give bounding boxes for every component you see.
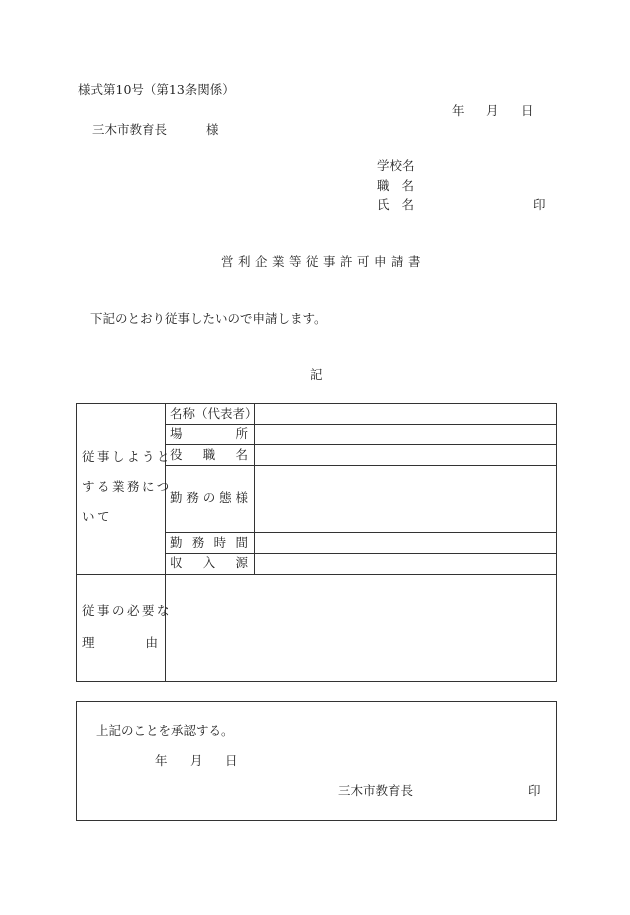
group-label-line-1: 従事しようと bbox=[82, 449, 173, 464]
group-label-line-3: いて bbox=[82, 509, 113, 524]
school-name-label: 学校名 bbox=[377, 158, 415, 173]
work-style-field[interactable] bbox=[255, 466, 556, 532]
row-label-work-style: 勤 務 の 態 様 bbox=[170, 490, 248, 505]
name-label: 氏 名 bbox=[377, 197, 414, 212]
hours-field[interactable] bbox=[255, 533, 556, 553]
approval-date-month: 月 bbox=[190, 753, 203, 768]
reason-label-line-1: 従事の必要な bbox=[82, 603, 173, 618]
form-number: 様式第10号（第13条関係） bbox=[78, 82, 235, 97]
date-month: 月 bbox=[486, 103, 499, 118]
company-field[interactable] bbox=[255, 404, 556, 424]
intro-text: 下記のとおり従事したいので申請します。 bbox=[90, 311, 327, 326]
row-label-role: 役 職 名 bbox=[170, 447, 248, 462]
location-field[interactable] bbox=[255, 425, 556, 444]
position-label: 職 名 bbox=[377, 178, 414, 193]
group-label-line-2: する業務につ bbox=[82, 479, 172, 494]
row-label-hours: 勤 務 時 間 bbox=[170, 535, 248, 550]
approver: 三木市教育長 bbox=[338, 783, 414, 798]
row-label-income: 収 入 源 bbox=[170, 555, 248, 570]
approval-date-day: 日 bbox=[225, 753, 238, 768]
row-label-company: 名称（代表者） bbox=[170, 406, 258, 421]
recipient: 三木市教育長 bbox=[92, 122, 168, 137]
recipient-honorific: 様 bbox=[206, 122, 219, 137]
row-label-location: 場 所 bbox=[170, 426, 248, 441]
approval-text: 上記のことを承認する。 bbox=[96, 723, 234, 738]
document-title: 営利企業等従事許可申請書 bbox=[221, 254, 426, 269]
reason-field[interactable] bbox=[166, 575, 556, 681]
date-day: 日 bbox=[521, 103, 534, 118]
date-year: 年 bbox=[452, 103, 465, 118]
approver-seal: 印 bbox=[528, 783, 541, 798]
role-field[interactable] bbox=[255, 445, 556, 465]
income-field[interactable] bbox=[255, 554, 556, 574]
approval-date-year: 年 bbox=[155, 753, 168, 768]
reason-label-line-2: 理 由 bbox=[82, 635, 158, 650]
applicant-seal: 印 bbox=[533, 197, 546, 212]
approval-box bbox=[76, 701, 557, 821]
ki-label: 記 bbox=[310, 367, 323, 382]
